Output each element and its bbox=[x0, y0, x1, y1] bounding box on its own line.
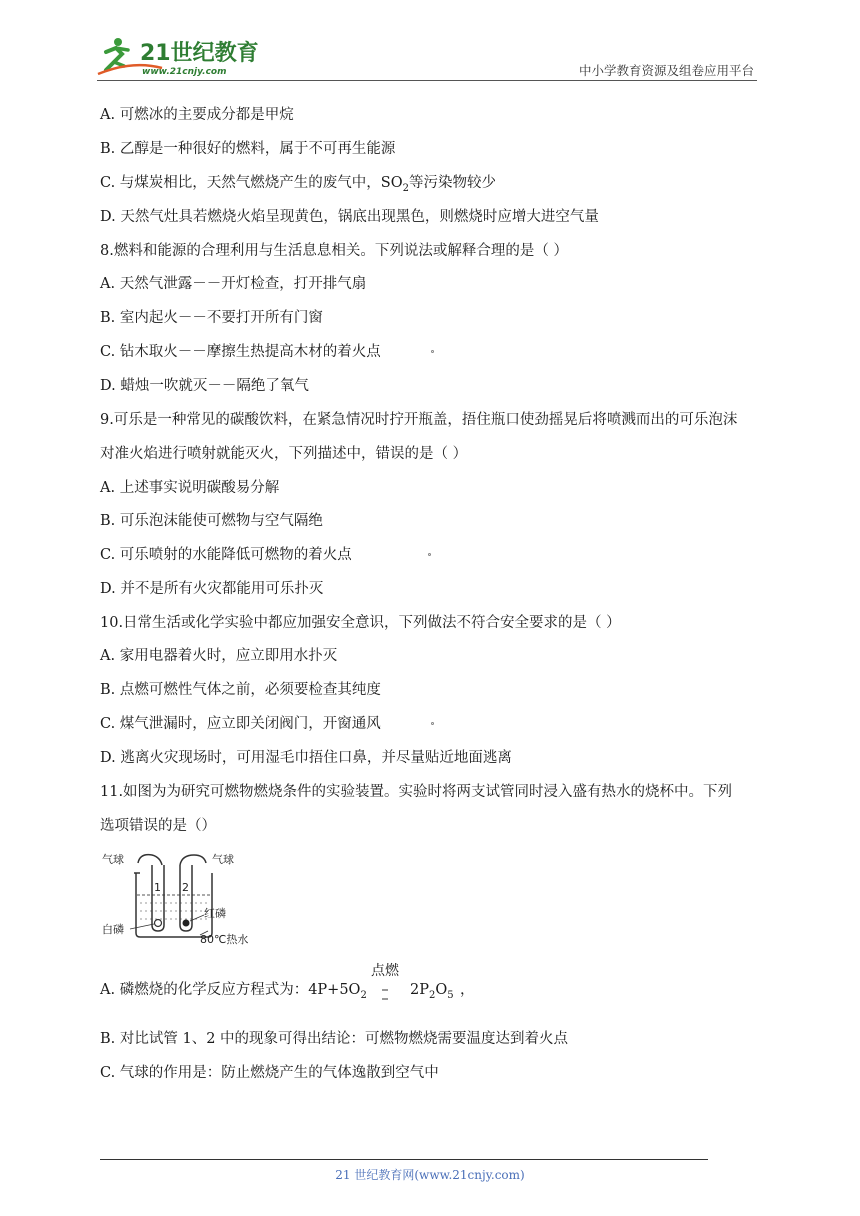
q8-option-d: D. 蜡烛一吹就灭－－隔绝了氧气 bbox=[100, 378, 309, 394]
q10-option-a: A. 家用电器着火时，应立即用水扑灭 bbox=[100, 648, 338, 664]
stray-dot bbox=[431, 350, 434, 353]
q7-option-c: C. 与煤炭相比，天然气燃烧产生的废气中，$SO_2$等污染物较少 bbox=[100, 175, 496, 194]
q10-option-b: B. 点燃可燃性气体之前，必须要检查其纯度 bbox=[100, 682, 381, 698]
experiment-diagram bbox=[100, 845, 250, 945]
q9-stem-line2: 对准火焰进行喷射就能灭火，下列描述中，错误的是（ ） bbox=[100, 446, 468, 462]
q7-option-b: B. 乙醇是一种很好的燃料，属于不可再生能源 bbox=[100, 141, 396, 157]
q10-option-d: D. 逃离火灾现场时，可用湿毛巾捂住口鼻，并尽量贴近地面逃离 bbox=[100, 750, 512, 766]
stray-dot bbox=[428, 553, 431, 556]
header-divider bbox=[97, 80, 757, 81]
q7-option-a: A. 可燃冰的主要成分都是甲烷 bbox=[100, 107, 294, 123]
q11-option-b: B. 对比试管 1、2 中的现象可得出结论：可燃物燃烧需要温度达到着火点 bbox=[100, 1031, 569, 1047]
hot-water-label: 80℃热水 bbox=[200, 933, 249, 945]
reaction-arrow-marks bbox=[376, 986, 396, 1002]
q11-option-c: C. 气球的作用是：防止燃烧产生的气体逸散到空气中 bbox=[100, 1065, 439, 1081]
q9-stem-line1: 9.可乐是一种常见的碳酸饮料，在紧急情况时拧开瓶盖，捂住瓶口使劲摇晃后将喷溅而出的可乐泡沫 bbox=[100, 412, 738, 428]
q9-option-b: B. 可乐泡沫能使可燃物与空气隔绝 bbox=[100, 513, 323, 529]
q9-option-d: D. 并不是所有火灾都能用可乐扑灭 bbox=[100, 581, 324, 597]
q8-option-b: B. 室内起火－－不要打开所有门窗 bbox=[100, 310, 323, 326]
q7-option-d: D. 天然气灶具若燃烧火焰呈现黄色，锅底出现黑色，则燃烧时应增大进空气量 bbox=[100, 209, 599, 225]
q11-option-a-end: ， bbox=[460, 982, 475, 998]
q11-stem-line1: 11.如图为为研究可燃物燃烧条件的实验装置。实验时将两支试管同时浸入盛有热水的烧杯中。下列 bbox=[100, 784, 733, 800]
q11-option-a-product: $2P_2O_5$ bbox=[410, 982, 454, 1001]
q10-option-c: C. 煤气泄漏时，应立即关闭阀门，开窗通风 bbox=[100, 716, 381, 732]
footer-text: 21 世纪教育网(www.21cnjy.com) bbox=[335, 1168, 525, 1182]
q10-stem: 10.日常生活或化学实验中都应加强安全意识，下列做法不符合安全要求的是（ ） bbox=[100, 615, 621, 631]
platform-name: 中小学教育资源及组卷应用平台 bbox=[578, 63, 754, 78]
q8-option-c: C. 钻木取火－－摩擦生热提高木材的着火点 bbox=[100, 344, 381, 360]
q11-stem-line2: 选项错误的是（） bbox=[100, 818, 216, 834]
q11-option-a: A. 磷燃烧的化学反应方程式为：$4P+5O_2$ bbox=[100, 982, 367, 1001]
q8-option-a: A. 天然气泄露－－开灯检查，打开排气扇 bbox=[100, 276, 367, 292]
logo-text: 21世纪教育 bbox=[140, 41, 259, 66]
tube-2-label: 2 bbox=[182, 881, 189, 894]
red-phosphorus-label: 红磷 bbox=[204, 907, 226, 920]
logo-url: www.21cnjy.com bbox=[142, 67, 227, 77]
q9-option-a: A. 上述事实说明碳酸易分解 bbox=[100, 480, 280, 496]
balloon-left-label: 气球 bbox=[102, 853, 124, 866]
site-logo bbox=[92, 30, 262, 80]
q8-stem: 8.燃料和能源的合理利用与生活息息相关。下列说法或解释合理的是（ ） bbox=[100, 243, 568, 259]
white-phosphorus-label: 白磷 bbox=[102, 923, 124, 936]
q9-option-c: C. 可乐喷射的水能降低可燃物的着火点 bbox=[100, 547, 352, 563]
balloon-right-label: 气球 bbox=[212, 853, 234, 866]
reaction-condition: 点燃 bbox=[371, 963, 399, 979]
tube-1-label: 1 bbox=[154, 881, 161, 894]
stray-dot bbox=[431, 722, 434, 725]
footer-divider bbox=[100, 1159, 708, 1160]
